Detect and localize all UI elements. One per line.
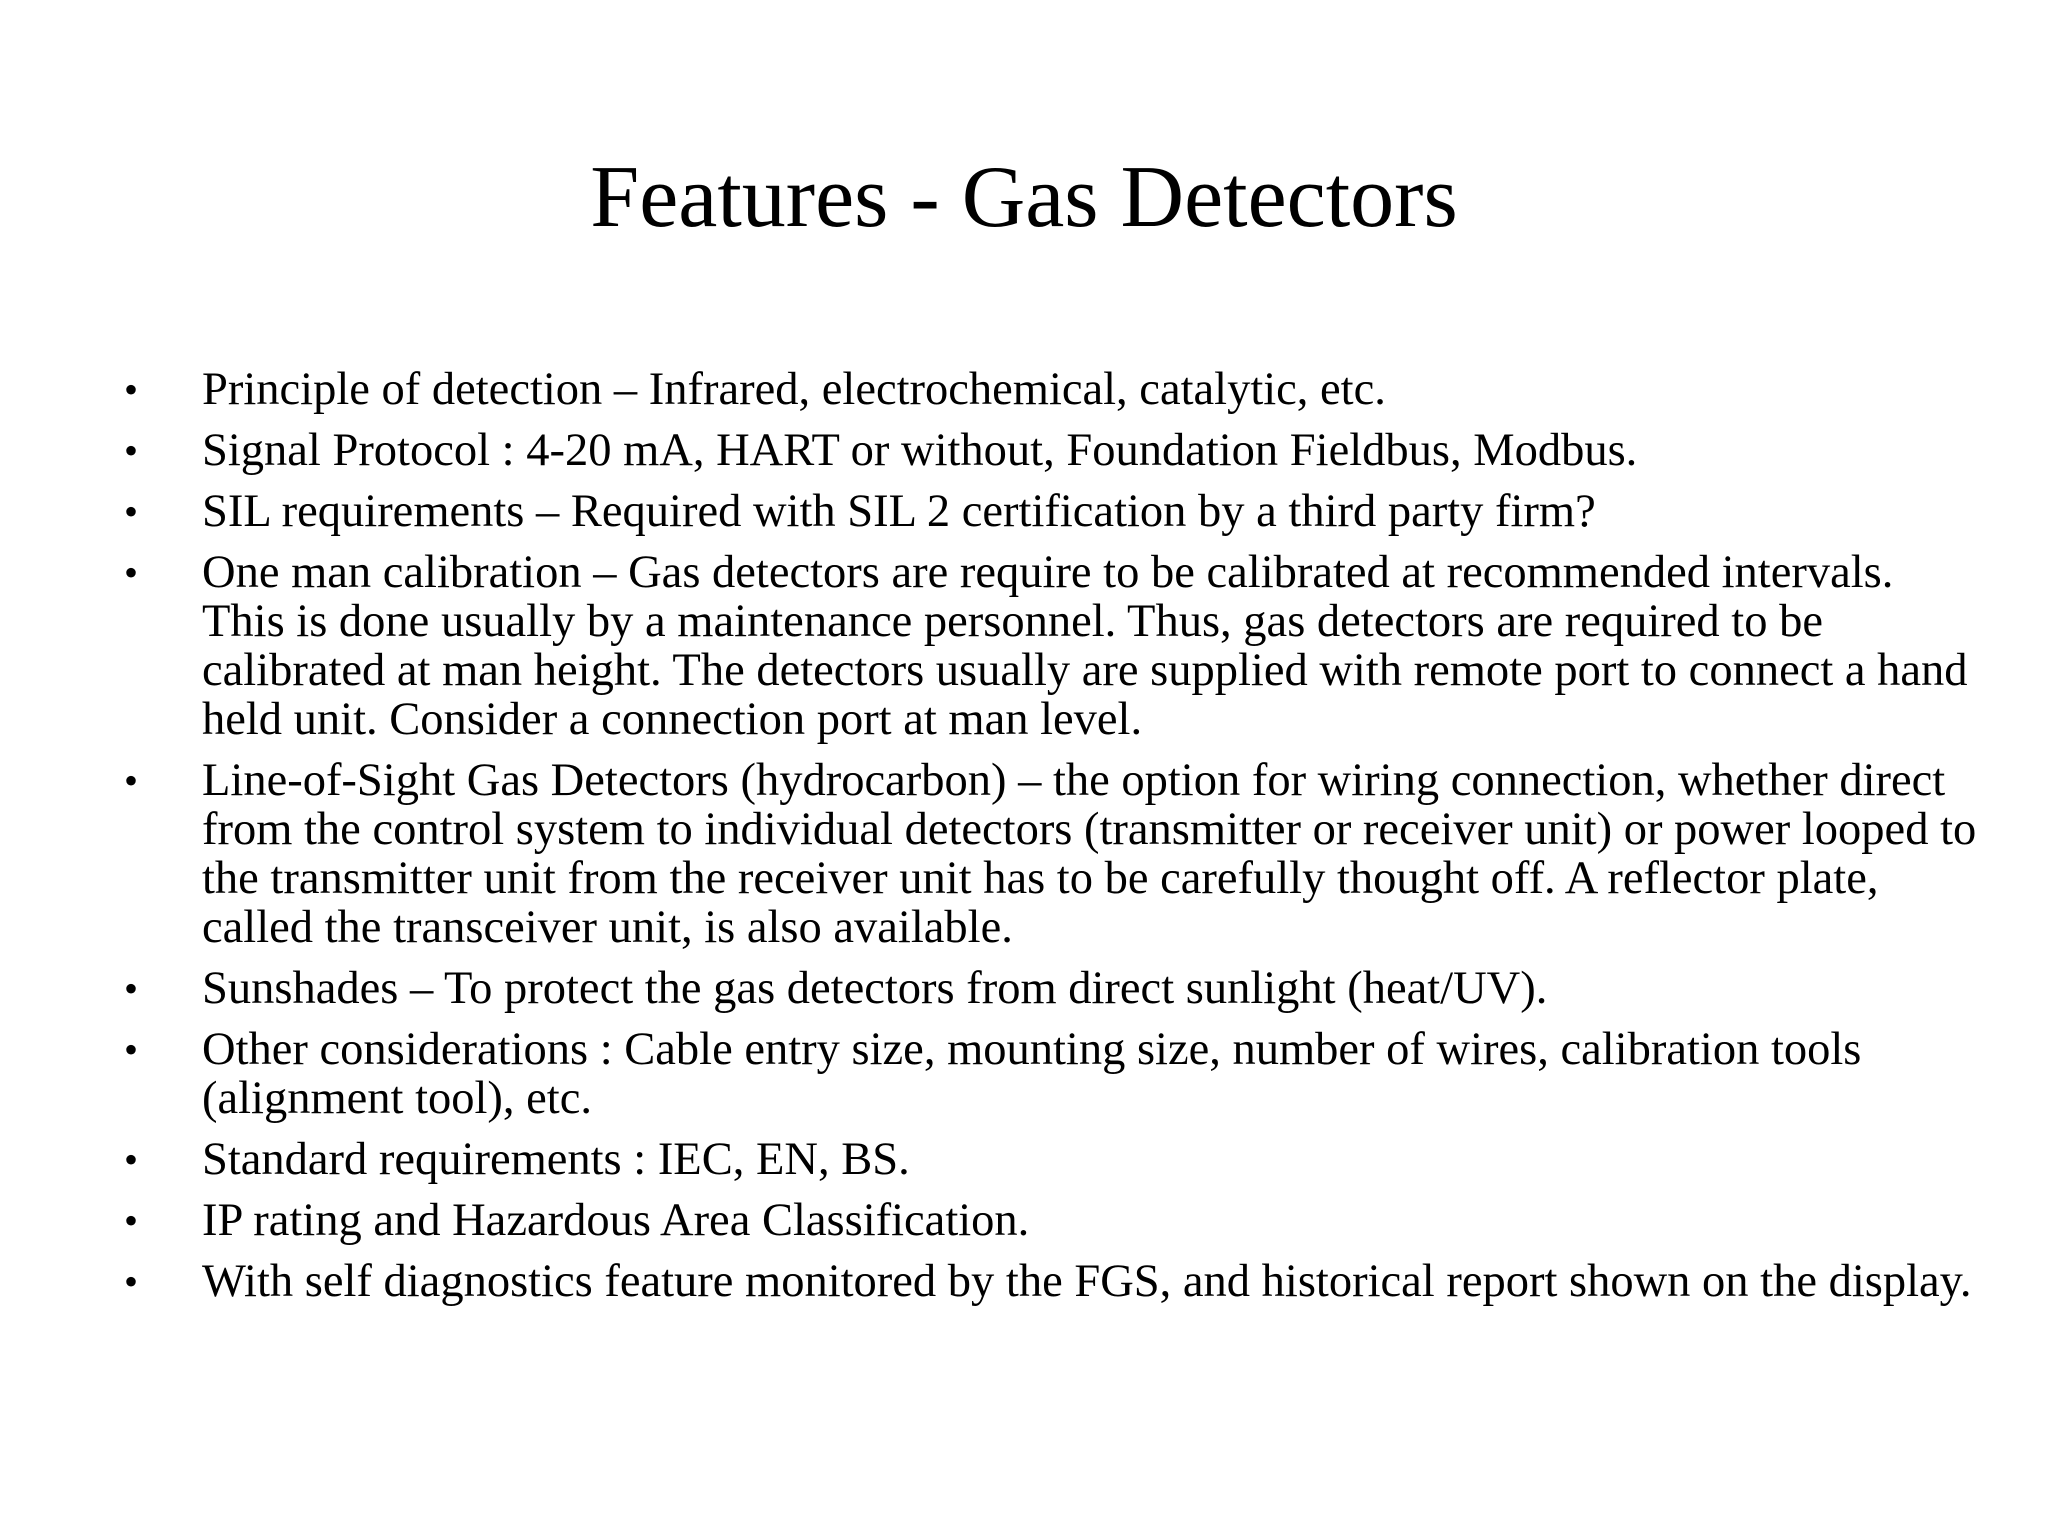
bullet-text: Line-of-Sight Gas Detectors (hydrocarbon) – the option for wiring connection, whether direct from the control system to individual detectors (transmitter or receiver unit) or power looped to the transmitter unit from the receiver unit has to be carefully thought off. A reflector plate, called the transceiver unit, is also available. bbox=[202, 755, 1977, 953]
bullet-text: Standard requirements : IEC, EN, BS. bbox=[202, 1134, 910, 1185]
slide-title: Features - Gas Detectors bbox=[590, 149, 1458, 246]
bullet-dot-icon: • bbox=[124, 1259, 139, 1304]
bullet-text: IP rating and Hazardous Area Classification. bbox=[202, 1195, 1030, 1246]
bullet-dot-icon: • bbox=[124, 1027, 139, 1072]
bullet-item bbox=[118, 1025, 1978, 1123]
bullet-text: Sunshades – To protect the gas detectors from direct sunlight (heat/UV). bbox=[202, 963, 1548, 1014]
bullet-item bbox=[118, 487, 1978, 536]
bullet-item bbox=[118, 1257, 1978, 1306]
bullet-item bbox=[118, 1135, 1978, 1184]
bullet-dot-icon: • bbox=[124, 758, 139, 803]
bullet-item bbox=[118, 548, 1978, 744]
bullet-text: Signal Protocol : 4-20 mA, HART or without, Foundation Fieldbus, Modbus. bbox=[202, 425, 1638, 476]
bullet-dot-icon: • bbox=[124, 966, 139, 1011]
bullet-dot-icon: • bbox=[124, 489, 139, 534]
bullet-item bbox=[118, 756, 1978, 952]
bullet-text: SIL requirements – Required with SIL 2 certification by a third party firm? bbox=[202, 486, 1596, 537]
bullet-item bbox=[118, 365, 1978, 414]
bullet-dot-icon: • bbox=[124, 367, 139, 412]
bullet-list bbox=[118, 365, 1978, 1318]
bullet-text: Other considerations : Cable entry size, mounting size, number of wires, calibration tools (alignment tool), etc. bbox=[202, 1024, 1862, 1124]
bullet-text: One man calibration – Gas detectors are require to be calibrated at recommended intervals. This is done usually by a maintenance personnel. Thus, gas detectors are required to be calibrated at man height. The detectors usually are supplied with remote port to connect a hand held unit. Consider a connection port at man level. bbox=[202, 547, 1968, 745]
bullet-item bbox=[118, 426, 1978, 475]
bullet-dot-icon: • bbox=[124, 1198, 139, 1243]
bullet-text: Principle of detection – Infrared, electrochemical, catalytic, etc. bbox=[202, 364, 1386, 415]
bullet-dot-icon: • bbox=[124, 1137, 139, 1182]
bullet-item bbox=[118, 1196, 1978, 1245]
bullet-dot-icon: • bbox=[124, 550, 139, 595]
bullet-item bbox=[118, 964, 1978, 1013]
bullet-text: With self diagnostics feature monitored by the FGS, and historical report shown on the display. bbox=[202, 1256, 1972, 1307]
bullet-dot-icon: • bbox=[124, 428, 139, 473]
